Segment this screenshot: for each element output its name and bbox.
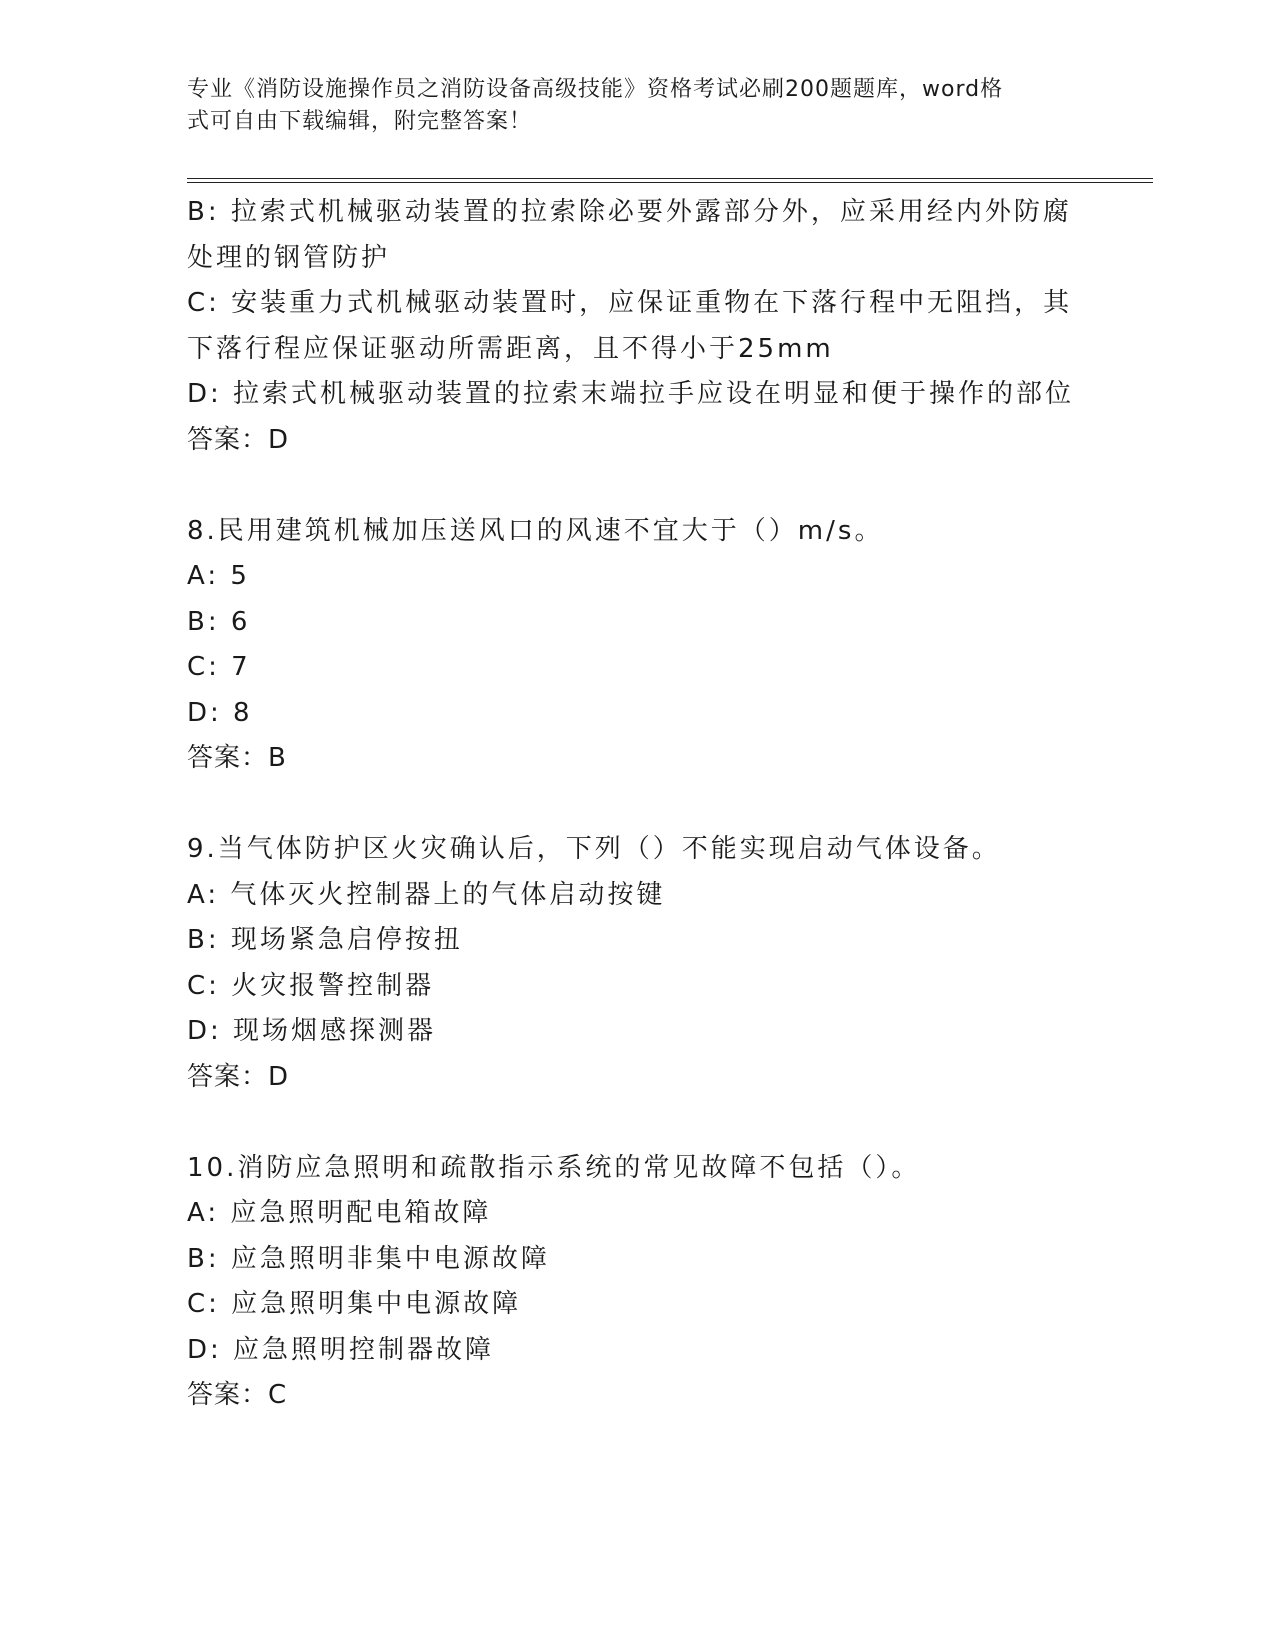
spacer	[187, 782, 1087, 828]
option-b: B: 现场紧急启停按扭	[187, 925, 463, 955]
question-block-9	[187, 827, 1087, 1100]
document-header	[187, 74, 1067, 138]
question-stem: 8.民用建筑机械加压送风口的风速不宜大于（）m/s。	[187, 515, 884, 546]
question-block-10	[187, 1146, 1087, 1419]
question-stem: 10.消防应急照明和疏散指示系统的常见故障不包括（）。	[187, 1152, 921, 1183]
option-d: D: 现场烟感探测器	[187, 1016, 437, 1046]
question-stem: 9.当气体防护区火灾确认后，下列（）不能实现启动气体设备。	[187, 834, 1001, 864]
answer-label: 答案：C	[187, 1380, 288, 1410]
option-d: D: 8	[187, 697, 253, 728]
answer-label: 答案：D	[187, 1061, 290, 1092]
spacer	[187, 1100, 1087, 1146]
option-b-line-2: 处理的钢管防护	[187, 242, 391, 273]
option-a: A: 5	[187, 561, 250, 591]
option-c-line-1: C: 安装重力式机械驱动装置时，应保证重物在下落行程中无阻挡，其	[187, 288, 1073, 318]
spacer	[187, 463, 1087, 509]
header-divider-bottom	[187, 182, 1153, 183]
option-a: A: 气体灭火控制器上的气体启动按键	[187, 879, 666, 910]
option-a: A: 应急照明配电箱故障	[187, 1198, 492, 1228]
header-line-2: 式可自由下载编辑，附完整答案！	[187, 109, 533, 134]
option-c: C: 7	[187, 652, 251, 682]
answer-label: 答案：B	[187, 743, 287, 773]
option-b: B: 应急照明非集中电源故障	[187, 1243, 550, 1274]
option-d: D: 应急照明控制器故障	[187, 1334, 495, 1365]
header-divider-top	[187, 178, 1153, 179]
option-c-line-2: 下落行程应保证驱动所需距离，且不得小于25mm	[187, 333, 834, 364]
answer-label: 答案：D	[187, 424, 290, 455]
question-list	[187, 190, 1087, 1419]
question-block-7	[187, 190, 1087, 463]
header-line-1: 专业《消防设施操作员之消防设备高级技能》资格考试必刷200题题库，word格	[187, 77, 1004, 102]
option-b: B: 6	[187, 606, 251, 637]
option-c: C: 应急照明集中电源故障	[187, 1289, 522, 1319]
option-d: D: 拉索式机械驱动装置的拉索末端拉手应设在明显和便于操作的部位	[187, 379, 1075, 409]
option-b-line-1: B: 拉索式机械驱动装置的拉索除必要外露部分外，应采用经内外防腐	[187, 197, 1072, 227]
option-c: C: 火灾报警控制器	[187, 970, 435, 1001]
question-block-8	[187, 509, 1087, 782]
